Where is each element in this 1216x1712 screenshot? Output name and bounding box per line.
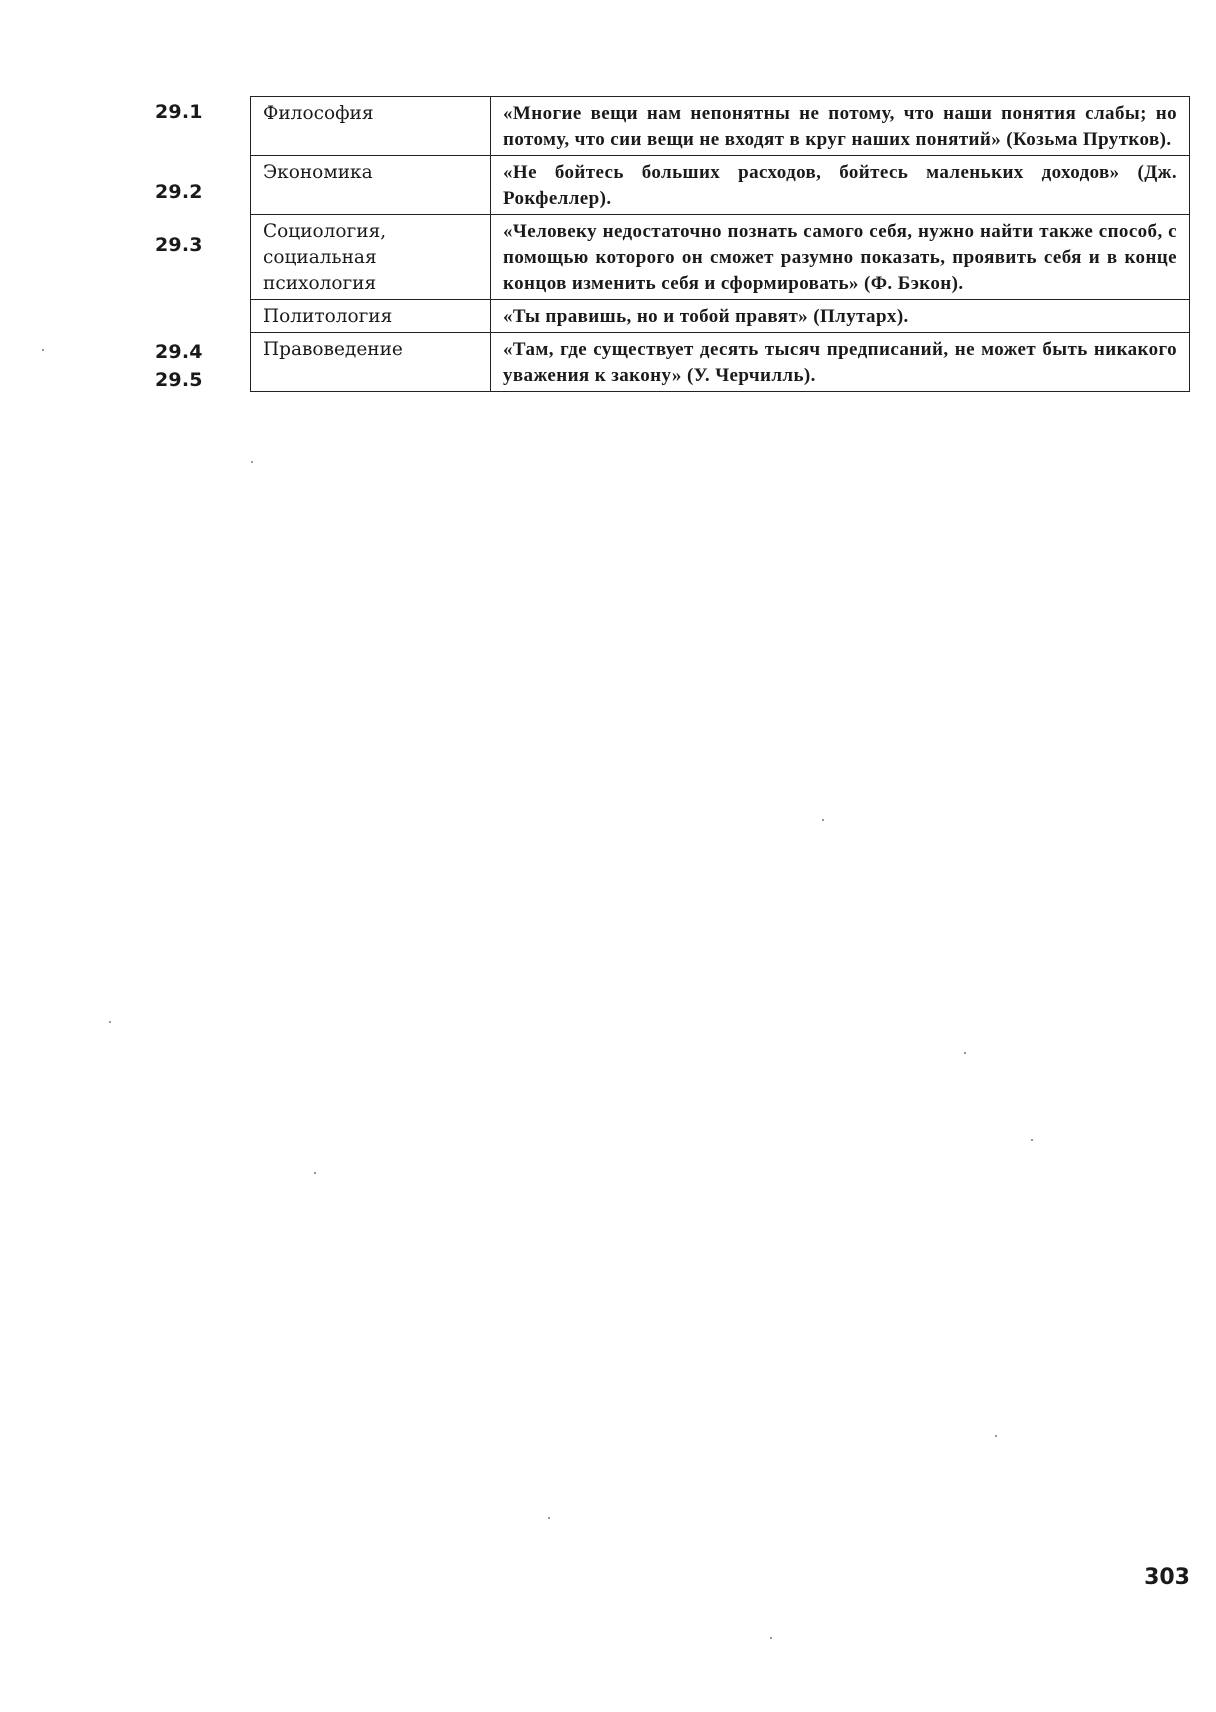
row-number: 29.2 (155, 181, 203, 203)
page-number: 303 (1144, 1565, 1190, 1590)
quote-cell: «Не бойтесь больших расходов, бойтесь маленьких доходов» (Дж. Рокфеллер). (491, 156, 1190, 215)
row-number: 29.3 (155, 234, 203, 256)
scan-speck (964, 1052, 966, 1054)
scan-speck (770, 1637, 772, 1639)
table-row (251, 156, 1190, 215)
subject-cell: Экономика (251, 156, 491, 215)
row-number: 29.5 (155, 369, 203, 391)
scan-speck (314, 1172, 316, 1174)
quotes-table (250, 96, 1190, 392)
table-row (251, 97, 1190, 156)
subject-cell: Правоведение (251, 333, 491, 392)
scan-speck (109, 1021, 111, 1023)
scan-speck (995, 1435, 997, 1437)
table-row (251, 300, 1190, 333)
quote-cell: «Ты правишь, но и тобой правят» (Плутарх). (491, 300, 1190, 333)
scan-speck (822, 819, 824, 821)
quote-cell: «Там, где существует десять тысяч предписаний, не может быть никакого уважения к закону» (У. Черчилль). (491, 333, 1190, 392)
scan-speck (42, 349, 44, 351)
quote-cell: «Многие вещи нам непонятны не потому, что наши понятия слабы; но потому, что сии вещи не входят в круг наших понятий» (Козьма Прутков). (491, 97, 1190, 156)
subject-cell: Философия (251, 97, 491, 156)
subject-cell: Политология (251, 300, 491, 333)
subject-cell: Социология, социальная психология (251, 215, 491, 300)
scan-speck (548, 1517, 550, 1519)
quote-cell: «Человеку недостаточно познать самого себя, нужно найти также способ, с помощью которого он сможет разумно показать, проявить себя и в конце концов изменить себя и сформировать» (Ф. Бэкон). (491, 215, 1190, 300)
row-number: 29.4 (155, 341, 203, 363)
scan-speck (251, 461, 253, 463)
table-row (251, 215, 1190, 300)
scan-speck (1031, 1139, 1033, 1141)
table-row (251, 333, 1190, 392)
row-number: 29.1 (155, 101, 203, 123)
